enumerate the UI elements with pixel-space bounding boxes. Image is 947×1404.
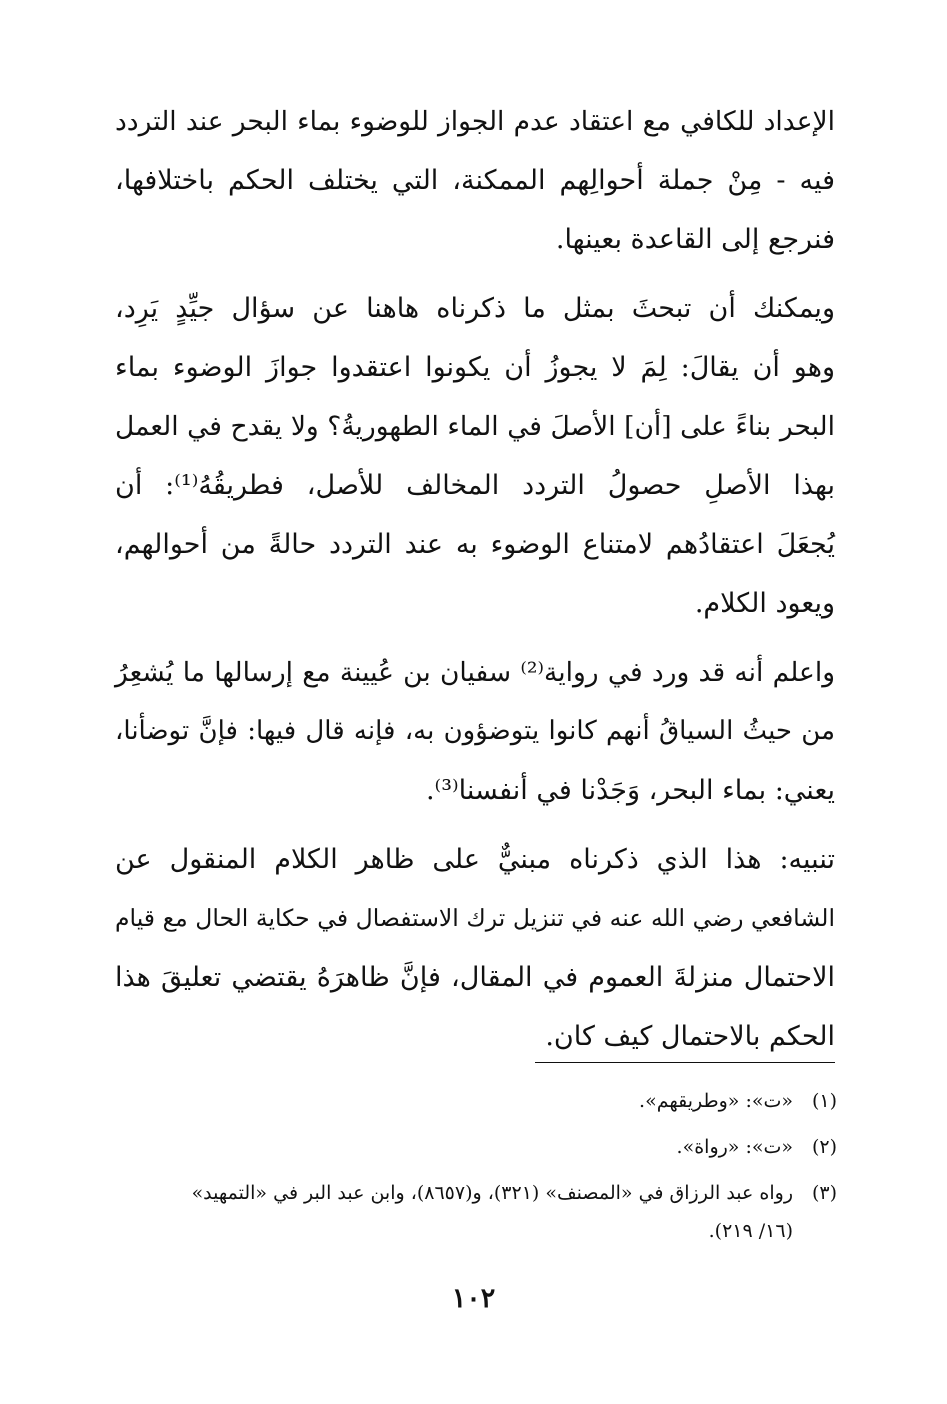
text-line: من حيثُ السياقُ أنهم كانوا يتوضؤون به، فإنه قال فيها: فإنَّ توضأنا،	[115, 716, 836, 746]
text-line: تنبيه: هذا الذي ذكرناه مبنيٌّ على ظاهر الكلام المنقول عن	[115, 844, 835, 875]
text-line: فنرجع إلى القاعدة بعينها.	[555, 224, 835, 255]
text-line: الحكم بالاحتمال كيف كان.	[545, 1021, 835, 1052]
footnote-line: «ت»: «وطريقهم».	[639, 1090, 793, 1112]
footnote-1	[110, 1082, 837, 1120]
paragraph-2	[115, 279, 835, 633]
footnote-number: (٣)	[811, 1182, 837, 1204]
paragraph-4	[115, 830, 835, 1066]
text-line: واعلم أنه قد ورد في رواية⁽²⁾ سفيان بن عُيينة مع إرسالها ما يُشعِرُ	[115, 657, 835, 688]
footnote-line: (١٦/ ٢١٩).	[708, 1220, 793, 1242]
footnote-text	[110, 1128, 793, 1166]
text-line: الاحتمال منزلةَ العموم في المقال، فإنَّ ظاهرَهُ يقتضي تعليقَ هذا	[115, 962, 835, 993]
footnote-3	[110, 1174, 837, 1250]
footnote-2	[110, 1128, 837, 1166]
text-line: ويعود الكلام.	[694, 588, 835, 619]
footnotes	[110, 1082, 837, 1258]
main-text	[115, 92, 835, 1076]
footnote-line: رواه عبد الرزاق في «المصنف» (٣٢١)، و(٨٦٥٧)، وابن عبد البر في «التمهيد»	[191, 1182, 793, 1204]
footnote-text	[110, 1082, 793, 1120]
paragraph-3	[115, 643, 835, 820]
footnote-number: (٢)	[811, 1136, 837, 1158]
footnote-separator	[535, 1062, 835, 1063]
text-line: وهو أن يقالَ: لِمَ لا يجوزُ أن يكونوا اعتقدوا جوازَ الوضوء بماء	[115, 352, 835, 383]
text-line: الإعداد للكافي مع اعتقاد عدم الجواز للوضوء بماء البحر عند التردد	[115, 106, 835, 137]
text-line: الشافعي رضي الله عنه في تنزيل ترك الاستفصال في حكاية الحال مع قيام	[115, 904, 835, 932]
footnote-number: (١)	[811, 1090, 837, 1112]
text-line: يُجعَلَ اعتقادُهم لامتناع الوضوء به عند التردد حالةً من أحوالهم،	[115, 529, 835, 560]
text-line: يعني: بماء البحر، وَجَدْنا في أنفسنا⁽³⁾.	[425, 775, 835, 806]
text-line: البحر بناءً على [أن] الأصلَ في الماء الطهوريةُ؟ ولا يقدح في العمل	[115, 411, 835, 442]
text-line: بهذا الأصلِ حصولُ التردد المخالف للأصل، فطريقُهُ⁽¹⁾: أن	[115, 470, 836, 501]
text-line: فيه - مِنْ جملة أحوالِهم الممكنة، التي يختلف الحكم باختلافها،	[115, 165, 835, 196]
page-number: ١٠٢	[451, 1283, 496, 1314]
paragraph-1	[115, 92, 835, 269]
text-line: ويمكنك أن تبحثَ بمثل ما ذكرناه هاهنا عن سؤال جيِّدٍ يَرِد،	[115, 293, 835, 324]
footnote-line: «ت»: «رواة».	[676, 1136, 793, 1158]
footnote-text	[110, 1174, 793, 1250]
